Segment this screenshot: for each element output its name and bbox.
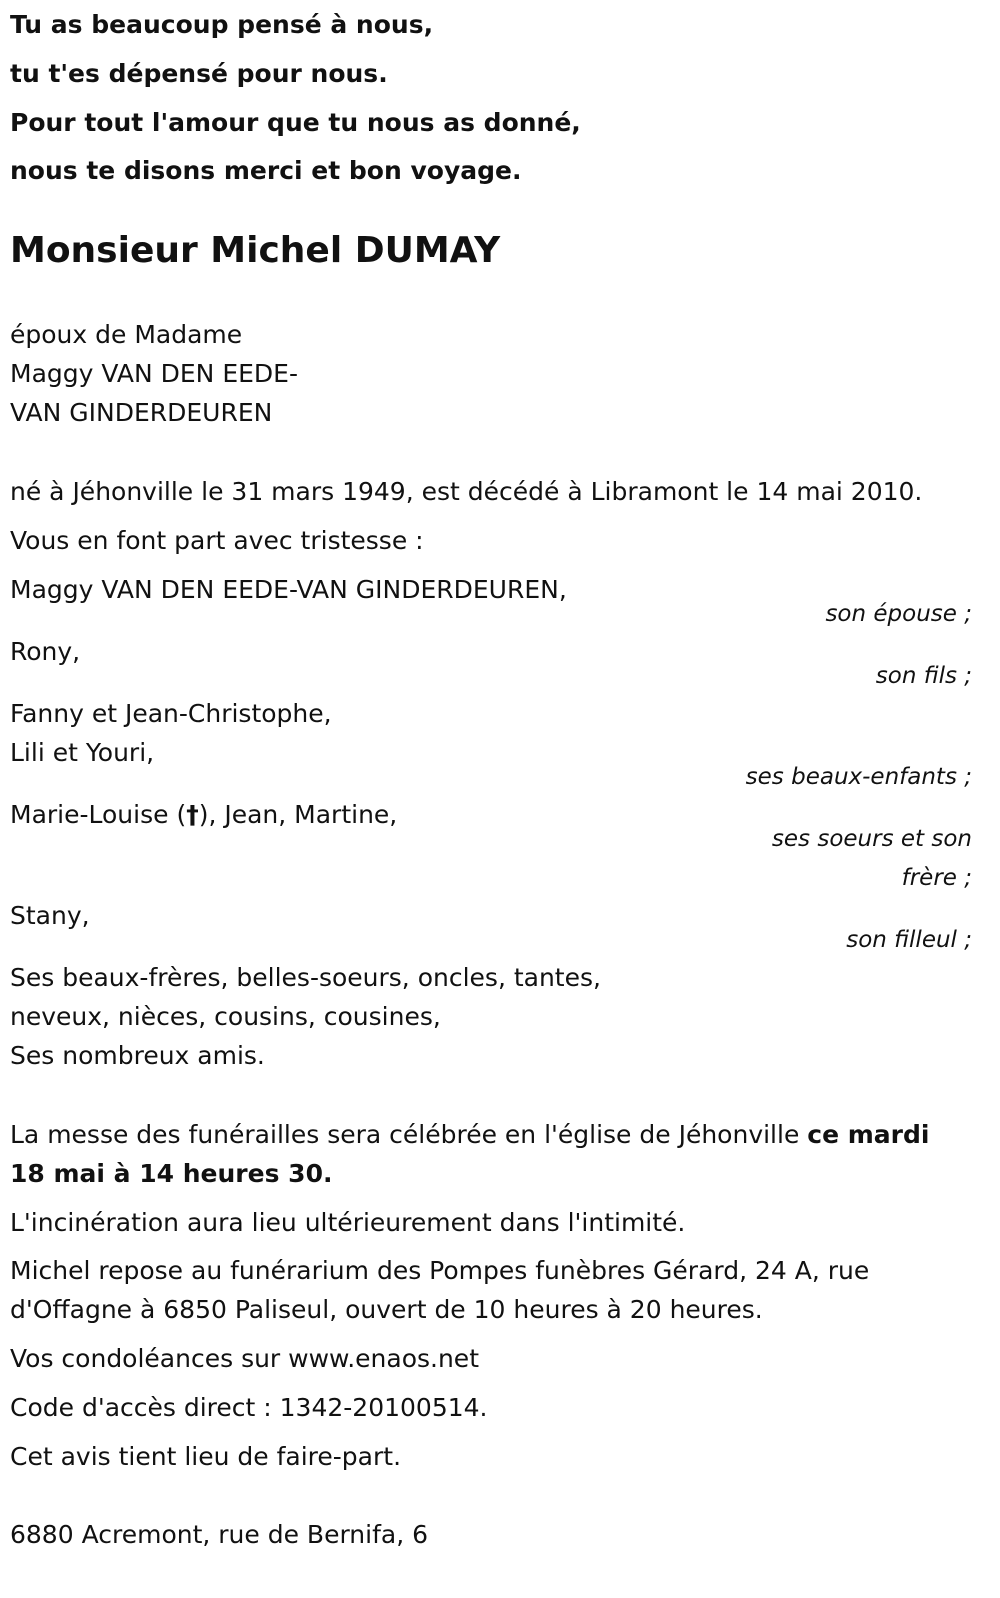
family-member-relation: ses soeurs et son: [771, 826, 972, 852]
extended-family-line-1: Ses beaux-frères, belles-soeurs, oncles, tantes,: [10, 963, 601, 992]
family-member-name: Maggy VAN DEN EEDE-VAN GINDERDEUREN,: [10, 575, 567, 604]
extended-family-line-2: neveux, nièces, cousins, cousines,: [10, 1002, 441, 1031]
birth-death-text: né à Jéhonville le 31 mars 1949, est décédé à Libramont le 14 mai 2010.: [10, 477, 923, 506]
friends-line: Ses nombreux amis.: [10, 1041, 265, 1070]
spouse-line-3: VAN GINDERDEUREN: [10, 398, 273, 427]
family-member-relation: ses beaux-enfants ;: [745, 764, 972, 790]
family-member-name: Lili et Youri,: [10, 738, 155, 767]
spouse-line-2: Maggy VAN DEN EEDE-: [10, 359, 298, 388]
family-member-name: Rony,: [10, 637, 81, 666]
spouse-line-1: époux de Madame: [10, 320, 243, 349]
family-member-name: [10, 800, 397, 830]
family-member-name-part: Marie-Louise (: [10, 800, 187, 829]
condolences-text: Vos condoléances sur www.enaos.net: [10, 1344, 479, 1373]
poem-line-3: Pour tout l'amour que tu nous as donné,: [10, 108, 581, 137]
family-member-relation: son fils ;: [875, 663, 972, 689]
poem-line-1: Tu as beaucoup pensé à nous,: [10, 10, 434, 39]
family-member-name: Stany,: [10, 901, 90, 930]
family-address: 6880 Acremont, rue de Bernifa, 6: [10, 1520, 429, 1549]
deceased-name: Monsieur Michel DUMAY: [10, 230, 501, 271]
cremation-text: L'incinération aura lieu ultérieurement dans l'intimité.: [10, 1208, 686, 1237]
rest-line-2: d'Offagne à 6850 Paliseul, ouvert de 10 heures à 20 heures.: [10, 1295, 763, 1324]
rest-line-1: Michel repose au funérarium des Pompes funèbres Gérard, 24 A, rue: [10, 1256, 870, 1285]
poem-line-4: nous te disons merci et bon voyage.: [10, 156, 522, 185]
funeral-mass-date: 18 mai à 14 heures 30.: [10, 1159, 333, 1188]
poem-line-2: tu t'es dépensé pour nous.: [10, 59, 388, 88]
access-code-text: Code d'accès direct : 1342-20100514.: [10, 1393, 488, 1422]
cross-icon: †: [186, 800, 199, 829]
funeral-mass-text: [10, 1120, 929, 1150]
notice-text: Cet avis tient lieu de faire-part.: [10, 1442, 402, 1471]
family-member-relation: son épouse ;: [825, 601, 972, 627]
funeral-mass-text-part: La messe des funérailles sera célébrée en l'église de Jéhonville: [10, 1120, 808, 1149]
family-member-name-part: ), Jean, Martine,: [198, 800, 398, 829]
family-member-relation: frère ;: [901, 865, 972, 891]
intro-text: Vous en font part avec tristesse :: [10, 526, 424, 555]
family-member-relation: son filleul ;: [846, 927, 972, 953]
funeral-mass-day: ce mardi: [807, 1120, 930, 1149]
family-member-name: Fanny et Jean-Christophe,: [10, 699, 332, 728]
